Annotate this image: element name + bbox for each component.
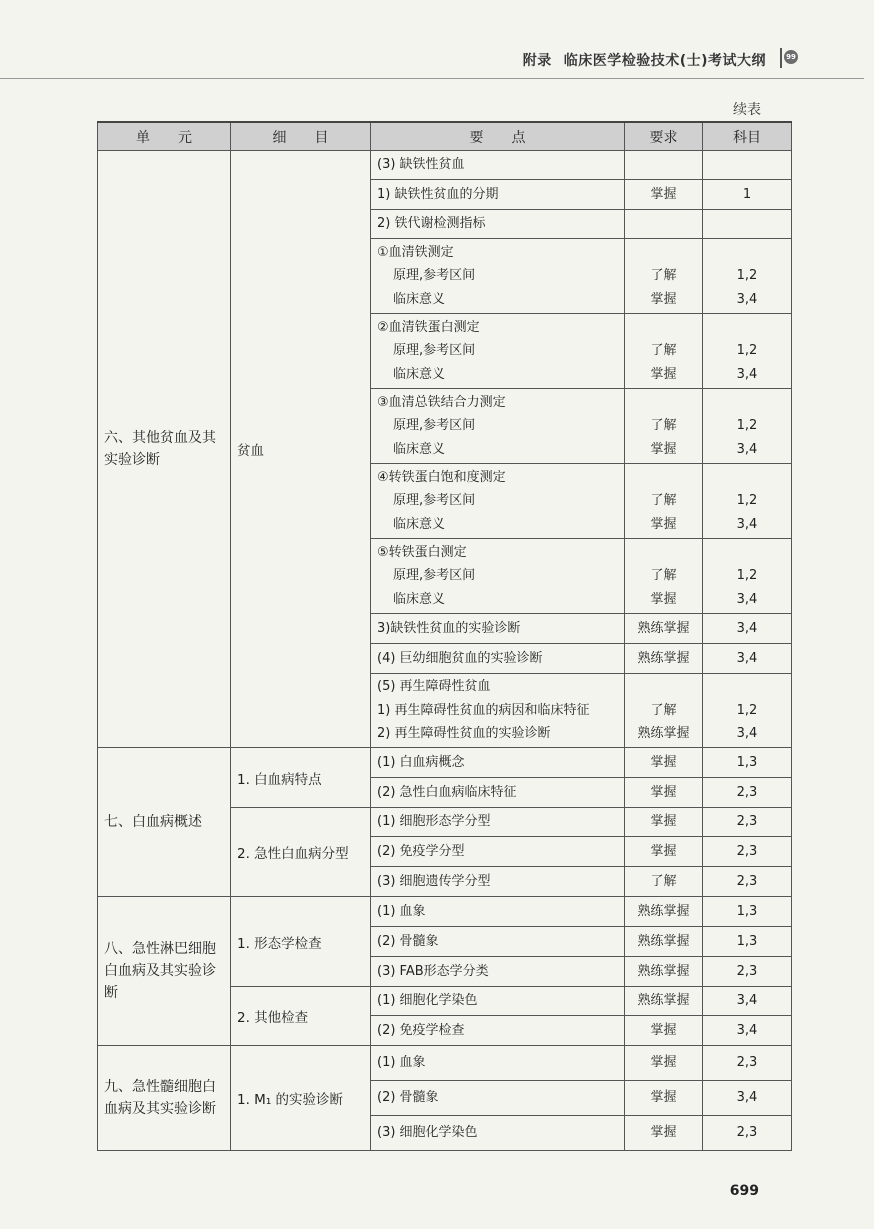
subject-cell-line: 3,4 <box>736 726 758 742</box>
point-cell <box>371 464 625 539</box>
point-cell <box>371 614 625 644</box>
requirement-cell <box>625 867 703 897</box>
detail-cell: 2. 急性白血病分型 <box>231 808 371 897</box>
point-cell-line: ①血清铁测定 <box>377 244 454 260</box>
point-cell-line: (2) 免疫学检查 <box>377 1022 465 1038</box>
point-cell-line: 原理,参考区间 <box>393 493 476 509</box>
subject-cell <box>703 897 792 927</box>
subject-cell <box>703 210 792 239</box>
detail-cell: 1. M₁ 的实验诊断 <box>231 1046 371 1151</box>
subject-cell <box>703 151 792 180</box>
requirement-cell-line: 掌握 <box>650 441 677 457</box>
point-cell <box>371 210 625 239</box>
requirement-cell-line <box>631 153 696 177</box>
subject-cell-line: 2,3 <box>736 963 758 979</box>
point-cell <box>371 389 625 464</box>
point-cell-line: (1) 白血病概念 <box>377 754 465 770</box>
requirement-cell <box>625 614 703 644</box>
header-badge-icon: 99 <box>784 50 798 64</box>
detail-cell: 1. 形态学检查 <box>231 897 371 987</box>
subject-cell <box>703 1116 792 1151</box>
point-cell-line: ④转铁蛋白饱和度测定 <box>377 469 506 485</box>
header-rule <box>0 78 864 79</box>
table-row <box>98 151 792 180</box>
point-cell-line: (3) 细胞化学染色 <box>377 1125 478 1141</box>
subject-cell-line: 2,3 <box>736 1125 758 1141</box>
point-cell-line: (1) 细胞化学染色 <box>377 993 478 1009</box>
point-cell-line: (4) 巨幼细胞贫血的实验诊断 <box>377 650 543 666</box>
subject-cell-line: 3,4 <box>736 366 758 382</box>
point-cell <box>371 778 625 808</box>
header-section: 附录 <box>522 53 552 69</box>
subject-cell <box>703 867 792 897</box>
point-cell-line: 临床意义 <box>393 366 446 382</box>
subject-cell <box>703 614 792 644</box>
subject-cell <box>703 464 792 539</box>
subject-cell-line: 2,3 <box>736 873 758 889</box>
table-row <box>98 748 792 778</box>
requirement-cell <box>625 927 703 957</box>
subject-cell-line: 3,4 <box>736 620 758 636</box>
col-subj-header: 科目 <box>703 122 792 151</box>
point-cell-line: (3) 缺铁性贫血 <box>377 157 465 173</box>
requirement-cell <box>625 748 703 778</box>
requirement-cell-line: 了解 <box>650 418 677 434</box>
table-row <box>98 897 792 927</box>
subject-cell-line: 2,3 <box>736 843 758 859</box>
point-cell-line: 临床意义 <box>393 441 446 457</box>
subject-cell <box>703 808 792 837</box>
point-cell-line: 临床意义 <box>393 516 446 532</box>
subject-cell-line <box>709 391 785 415</box>
requirement-cell-line: 熟练掌握 <box>637 650 690 666</box>
point-cell-line: ③血清总铁结合力测定 <box>377 394 506 410</box>
point-cell-line: (5) 再生障碍性贫血 <box>377 679 491 695</box>
requirement-cell-line: 掌握 <box>650 516 677 532</box>
detail-cell: 贫血 <box>231 151 371 748</box>
requirement-cell-line: 掌握 <box>650 814 677 830</box>
detail-cell: 1. 白血病特点 <box>231 748 371 808</box>
syllabus-table <box>97 121 792 1151</box>
table-header-row <box>98 122 792 151</box>
subject-cell <box>703 1081 792 1116</box>
requirement-cell-line <box>631 391 696 415</box>
requirement-cell <box>625 674 703 748</box>
requirement-cell-line: 掌握 <box>650 784 677 800</box>
requirement-cell <box>625 778 703 808</box>
subject-cell-line <box>709 241 785 265</box>
subject-cell-line: 3,4 <box>736 441 758 457</box>
requirement-cell-line: 掌握 <box>650 1022 677 1038</box>
requirement-cell-line <box>631 466 696 490</box>
requirement-cell <box>625 210 703 239</box>
requirement-cell-line: 熟练掌握 <box>637 620 690 636</box>
requirement-cell-line <box>631 675 696 699</box>
point-cell-line: ⑤转铁蛋白测定 <box>377 544 467 560</box>
requirement-cell <box>625 239 703 314</box>
point-cell <box>371 957 625 987</box>
requirement-cell-line <box>631 541 696 565</box>
point-cell <box>371 180 625 210</box>
point-cell <box>371 644 625 674</box>
subject-cell <box>703 748 792 778</box>
point-cell-line: 3)缺铁性贫血的实验诊断 <box>377 620 521 636</box>
point-cell-line: (1) 血象 <box>377 1055 426 1071</box>
requirement-cell-line: 掌握 <box>650 754 677 770</box>
point-cell <box>371 927 625 957</box>
requirement-cell <box>625 837 703 867</box>
requirement-cell <box>625 464 703 539</box>
subject-cell <box>703 180 792 210</box>
point-cell-line: (1) 细胞形态学分型 <box>377 814 491 830</box>
subject-cell-line: 3,4 <box>736 1022 758 1038</box>
subject-cell-line: 1,2 <box>736 493 758 509</box>
requirement-cell-line: 了解 <box>650 493 677 509</box>
requirement-cell-line: 熟练掌握 <box>637 903 690 919</box>
page-number: 699 <box>729 1183 759 1199</box>
subject-cell-line: 1,3 <box>736 754 758 770</box>
subject-cell-line <box>709 212 785 236</box>
point-cell <box>371 897 625 927</box>
point-cell-line: 临床意义 <box>393 591 446 607</box>
detail-cell: 2. 其他检查 <box>231 987 371 1046</box>
subject-cell-line <box>709 316 785 340</box>
subject-cell-line: 1,3 <box>736 933 758 949</box>
point-cell-line: (3) 细胞遗传学分型 <box>377 873 491 889</box>
point-cell-line: (2) 急性白血病临床特征 <box>377 784 517 800</box>
header-book-title: 临床医学检验技术(士)考试大纲 <box>563 53 766 69</box>
table-row <box>98 1046 792 1081</box>
unit-cell: 九、急性髓细胞白血病及其实验诊断 <box>98 1046 231 1151</box>
subject-cell <box>703 644 792 674</box>
requirement-cell-line: 了解 <box>650 568 677 584</box>
subject-cell-line: 1,2 <box>736 702 758 718</box>
requirement-cell-line: 熟练掌握 <box>637 726 690 742</box>
requirement-cell-line <box>631 316 696 340</box>
requirement-cell <box>625 957 703 987</box>
subject-cell <box>703 778 792 808</box>
requirement-cell-line: 了解 <box>650 873 677 889</box>
subject-cell-line <box>709 466 785 490</box>
requirement-cell-line: 了解 <box>650 343 677 359</box>
point-cell-line: 2) 再生障碍性贫血的实验诊断 <box>377 726 551 742</box>
col-req-header: 要求 <box>625 122 703 151</box>
requirement-cell-line: 了解 <box>650 702 677 718</box>
requirement-cell-line: 掌握 <box>650 1125 677 1141</box>
requirement-cell <box>625 644 703 674</box>
requirement-cell-line: 掌握 <box>650 843 677 859</box>
requirement-cell-line: 掌握 <box>650 591 677 607</box>
requirement-cell <box>625 389 703 464</box>
point-cell-line: (2) 免疫学分型 <box>377 843 465 859</box>
point-cell-line: 原理,参考区间 <box>393 343 476 359</box>
point-cell <box>371 1046 625 1081</box>
subject-cell-line: 2,3 <box>736 1055 758 1071</box>
subject-cell <box>703 1046 792 1081</box>
requirement-cell-line: 掌握 <box>650 1090 677 1106</box>
subject-cell <box>703 987 792 1016</box>
subject-cell-line: 1,2 <box>736 418 758 434</box>
point-cell <box>371 1081 625 1116</box>
header-title <box>523 50 766 70</box>
col-detail-header: 细 目 <box>231 122 371 151</box>
subject-cell-line <box>709 675 785 699</box>
point-cell-line: (2) 骨髓象 <box>377 1090 439 1106</box>
point-cell-line: (1) 血象 <box>377 903 426 919</box>
table-body <box>98 151 792 1151</box>
point-cell <box>371 239 625 314</box>
requirement-cell-line: 掌握 <box>650 366 677 382</box>
subject-cell-line: 1,2 <box>736 568 758 584</box>
requirement-cell <box>625 1016 703 1046</box>
header-divider <box>780 48 782 68</box>
subject-cell-line: 3,4 <box>736 650 758 666</box>
subject-cell <box>703 674 792 748</box>
requirement-cell-line: 了解 <box>650 268 677 284</box>
point-cell <box>371 987 625 1016</box>
subject-cell-line: 3,4 <box>736 516 758 532</box>
subject-cell-line <box>709 153 785 177</box>
subject-cell <box>703 927 792 957</box>
requirement-cell-line: 掌握 <box>650 291 677 307</box>
point-cell <box>371 539 625 614</box>
point-cell <box>371 314 625 389</box>
requirement-cell-line <box>631 212 696 236</box>
subject-cell-line: 2,3 <box>736 784 758 800</box>
subject-cell <box>703 314 792 389</box>
requirement-cell-line: 熟练掌握 <box>637 963 690 979</box>
point-cell <box>371 748 625 778</box>
point-cell-line: (2) 骨髓象 <box>377 933 439 949</box>
point-cell-line: 原理,参考区间 <box>393 568 476 584</box>
point-cell-line: ②血清铁蛋白测定 <box>377 319 480 335</box>
col-point-header: 要 点 <box>371 122 625 151</box>
col-unit-header: 单 元 <box>98 122 231 151</box>
running-header <box>0 38 874 78</box>
requirement-cell <box>625 987 703 1016</box>
subject-cell-line <box>709 541 785 565</box>
subject-cell-line: 1,3 <box>736 903 758 919</box>
point-cell-line: 原理,参考区间 <box>393 268 476 284</box>
requirement-cell <box>625 180 703 210</box>
subject-cell <box>703 837 792 867</box>
point-cell <box>371 1016 625 1046</box>
requirement-cell-line: 熟练掌握 <box>637 933 690 949</box>
requirement-cell <box>625 151 703 180</box>
point-cell <box>371 808 625 837</box>
subject-cell-line: 3,4 <box>736 1090 758 1106</box>
subject-cell-line: 3,4 <box>736 591 758 607</box>
subject-cell-line: 3,4 <box>736 291 758 307</box>
subject-cell <box>703 539 792 614</box>
subject-cell-line: 2,3 <box>736 814 758 830</box>
subject-cell-line: 1,2 <box>736 343 758 359</box>
subject-cell-line: 1 <box>742 186 752 202</box>
subject-cell-line: 3,4 <box>736 993 758 1009</box>
requirement-cell <box>625 539 703 614</box>
requirement-cell-line <box>631 241 696 265</box>
requirement-cell <box>625 1081 703 1116</box>
point-cell-line: (3) FAB形态学分类 <box>377 963 489 979</box>
point-cell <box>371 674 625 748</box>
point-cell-line: 原理,参考区间 <box>393 418 476 434</box>
unit-cell: 七、白血病概述 <box>98 748 231 897</box>
requirement-cell <box>625 897 703 927</box>
point-cell <box>371 1116 625 1151</box>
unit-cell: 六、其他贫血及其实验诊断 <box>98 151 231 748</box>
point-cell <box>371 151 625 180</box>
requirement-cell-line: 熟练掌握 <box>637 993 690 1009</box>
requirement-cell <box>625 1046 703 1081</box>
point-cell-line: 临床意义 <box>393 291 446 307</box>
subject-cell <box>703 239 792 314</box>
requirement-cell-line: 掌握 <box>650 186 677 202</box>
unit-cell: 八、急性淋巴细胞白血病及其实验诊断 <box>98 897 231 1046</box>
requirement-cell <box>625 314 703 389</box>
point-cell-line: 2) 铁代谢检测指标 <box>377 216 486 232</box>
point-cell-line: 1) 缺铁性贫血的分期 <box>377 186 499 202</box>
subject-cell <box>703 957 792 987</box>
point-cell <box>371 867 625 897</box>
continued-label: 续表 <box>733 102 761 118</box>
subject-cell <box>703 1016 792 1046</box>
subject-cell-line: 1,2 <box>736 268 758 284</box>
requirement-cell <box>625 808 703 837</box>
subject-cell <box>703 389 792 464</box>
point-cell-line: 1) 再生障碍性贫血的病因和临床特征 <box>377 702 590 718</box>
requirement-cell-line: 掌握 <box>650 1055 677 1071</box>
requirement-cell <box>625 1116 703 1151</box>
point-cell <box>371 837 625 867</box>
